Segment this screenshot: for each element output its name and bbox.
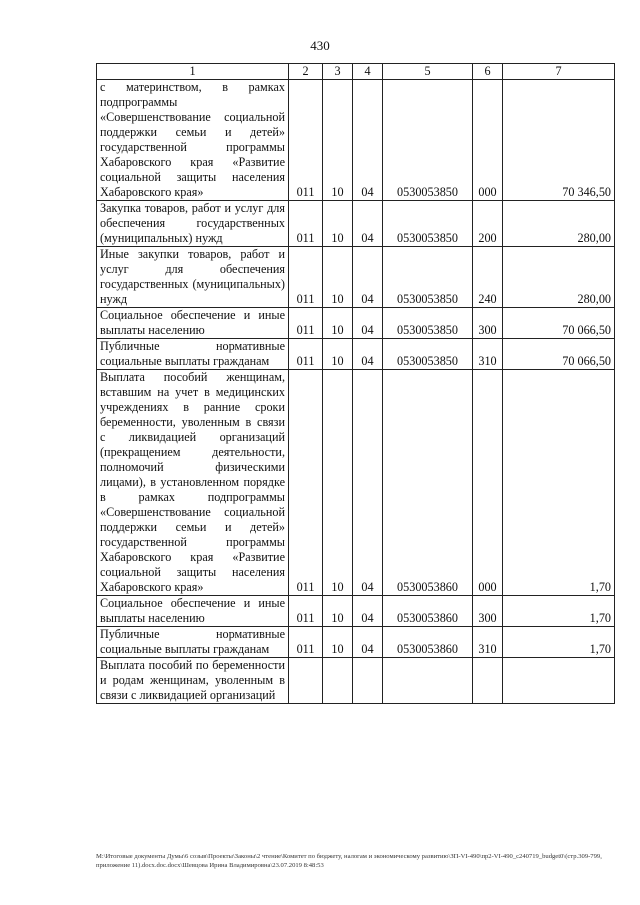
amount-cell: 1,70 <box>503 627 615 658</box>
budget-table <box>96 63 615 704</box>
row-name-cell: Иные закупки товаров, работ и услуг для обеспечения государственных (муниципальных) нужд <box>97 247 289 308</box>
subsection-cell: 04 <box>353 247 383 308</box>
row-name-cell: Социальное обеспечение и иные выплаты населению <box>97 596 289 627</box>
row-name-cell: Выплата пособий женщинам, вставшим на учет в медицинских учреждениях в ранние сроки беременности, уволенным в связи с ликвидацией организаций (прекращением деятельности, полномочий физическими лицами), в установленном порядке в рамках подпрограммы «Совершенствование социальной поддержки семьи и детей» государственной программы Хабаровского края «Развитие социальной защиты населения Хабаровского края» <box>97 370 289 596</box>
target-article-cell: 0530053860 <box>383 596 473 627</box>
ministry-code-cell <box>289 658 323 704</box>
column-header: 4 <box>353 64 383 80</box>
amount-cell: 70 066,50 <box>503 308 615 339</box>
amount-cell: 1,70 <box>503 370 615 596</box>
expense-type-cell: 000 <box>473 80 503 201</box>
amount-cell <box>503 658 615 704</box>
expense-type-cell: 200 <box>473 201 503 247</box>
target-article-cell: 0530053860 <box>383 627 473 658</box>
ministry-code-cell: 011 <box>289 201 323 247</box>
subsection-cell: 04 <box>353 308 383 339</box>
table-row <box>97 627 615 658</box>
subsection-cell: 04 <box>353 201 383 247</box>
ministry-code-cell: 011 <box>289 627 323 658</box>
ministry-code-cell: 011 <box>289 370 323 596</box>
table-row <box>97 80 615 201</box>
expense-type-cell: 310 <box>473 627 503 658</box>
table-header-row <box>97 64 615 80</box>
subsection-cell: 04 <box>353 80 383 201</box>
section-cell <box>323 658 353 704</box>
amount-cell: 1,70 <box>503 596 615 627</box>
section-cell: 10 <box>323 201 353 247</box>
row-name-cell: Публичные нормативные социальные выплаты гражданам <box>97 627 289 658</box>
section-cell: 10 <box>323 308 353 339</box>
ministry-code-cell: 011 <box>289 80 323 201</box>
subsection-cell <box>353 658 383 704</box>
amount-cell: 70 066,50 <box>503 339 615 370</box>
row-name-cell: Закупка товаров, работ и услуг для обеспечения государственных (муниципальных) нужд <box>97 201 289 247</box>
table-row <box>97 596 615 627</box>
table-row <box>97 247 615 308</box>
section-cell: 10 <box>323 370 353 596</box>
expense-type-cell: 000 <box>473 370 503 596</box>
target-article-cell: 0530053860 <box>383 370 473 596</box>
expense-type-cell: 300 <box>473 596 503 627</box>
column-header: 7 <box>503 64 615 80</box>
target-article-cell <box>383 658 473 704</box>
expense-type-cell <box>473 658 503 704</box>
ministry-code-cell: 011 <box>289 339 323 370</box>
column-header: 1 <box>97 64 289 80</box>
table-row <box>97 308 615 339</box>
row-name-cell: Выплата пособий по беременности и родам женщинам, уволенным в связи с ликвидацией организаций <box>97 658 289 704</box>
expense-type-cell: 310 <box>473 339 503 370</box>
table-row <box>97 339 615 370</box>
section-cell: 10 <box>323 339 353 370</box>
row-name-cell: с материнством, в рамках подпрограммы «Совершенствование социальной поддержки семьи и детей» государственной программы Хабаровского края «Развитие социальной защиты населения Хабаровского края» <box>97 80 289 201</box>
target-article-cell: 0530053850 <box>383 339 473 370</box>
table-row <box>97 201 615 247</box>
section-cell: 10 <box>323 596 353 627</box>
amount-cell: 280,00 <box>503 247 615 308</box>
expense-type-cell: 240 <box>473 247 503 308</box>
expense-type-cell: 300 <box>473 308 503 339</box>
section-cell: 10 <box>323 247 353 308</box>
subsection-cell: 04 <box>353 627 383 658</box>
table-row <box>97 658 615 704</box>
column-header: 2 <box>289 64 323 80</box>
column-header: 3 <box>323 64 353 80</box>
target-article-cell: 0530053850 <box>383 201 473 247</box>
subsection-cell: 04 <box>353 339 383 370</box>
target-article-cell: 0530053850 <box>383 247 473 308</box>
target-article-cell: 0530053850 <box>383 308 473 339</box>
section-cell: 10 <box>323 80 353 201</box>
amount-cell: 280,00 <box>503 201 615 247</box>
column-header: 6 <box>473 64 503 80</box>
ministry-code-cell: 011 <box>289 247 323 308</box>
table-row <box>97 370 615 596</box>
amount-cell: 70 346,50 <box>503 80 615 201</box>
row-name-cell: Социальное обеспечение и иные выплаты населению <box>97 308 289 339</box>
subsection-cell: 04 <box>353 370 383 596</box>
page-number: 430 <box>310 38 330 53</box>
ministry-code-cell: 011 <box>289 308 323 339</box>
subsection-cell: 04 <box>353 596 383 627</box>
ministry-code-cell: 011 <box>289 596 323 627</box>
column-header: 5 <box>383 64 473 80</box>
section-cell: 10 <box>323 627 353 658</box>
document-path-footer: M:\Итоговые документы Думы\6 созыв\Проекты\Законы\2 чтение\Комитет по бюджету, налогам и экономическому развитию\ЗП-VI-490\пр2-VI-490_с240719_budget0\(стр.309-799, приложение 11).docx.doc.docx\Шевцова Ирина Владимировна\23.07.2019 8:48:53 <box>96 853 602 869</box>
target-article-cell: 0530053850 <box>383 80 473 201</box>
row-name-cell: Публичные нормативные социальные выплаты гражданам <box>97 339 289 370</box>
